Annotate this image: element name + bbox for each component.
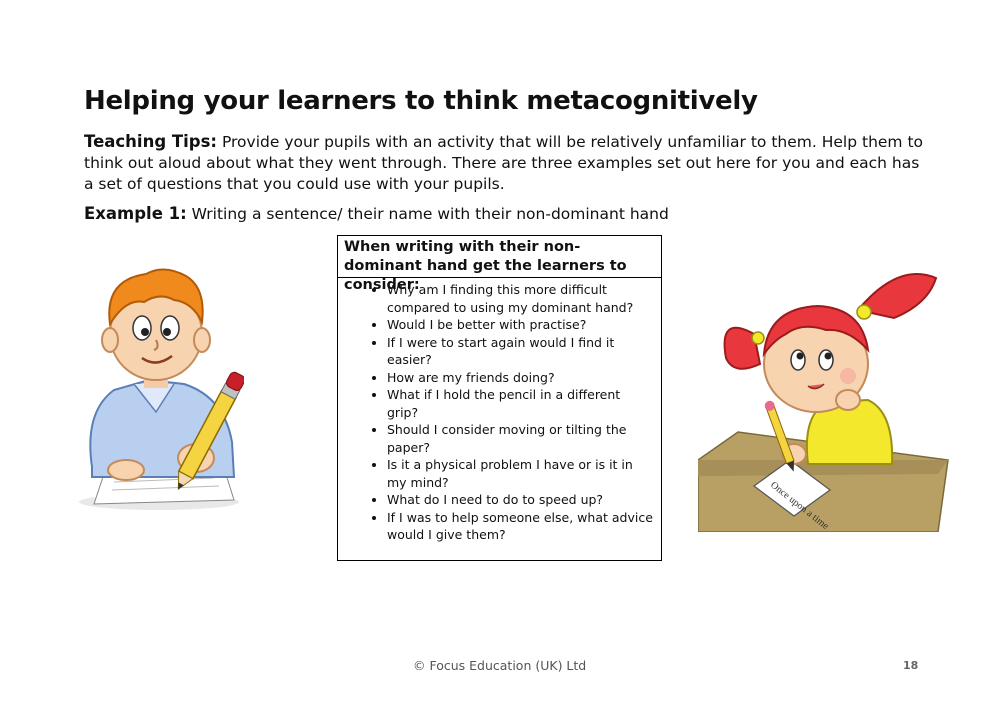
list-item: • Would I be better with practise? [387, 316, 653, 334]
list-item: • How are my friends doing? [387, 369, 653, 387]
teaching-tips-text: Provide your pupils with an activity that will be relatively unfamiliar to them. Help them to think out aloud about what they went through. There are three examples set out here for you and each has a set of questions that you could use with your pupils. [84, 133, 924, 193]
questions-box [337, 235, 662, 561]
list-item: • What do I need to do to speed up? [387, 491, 653, 509]
example-line [84, 204, 669, 223]
questions-header: When writing with their non-dominant hand get the learners to consider: [338, 236, 661, 278]
boy-writing-illustration [74, 262, 244, 512]
list-item: • Is it a physical problem I have or is it in my mind? [387, 456, 653, 491]
page-number: 18 [903, 659, 919, 672]
list-item: • Should I consider moving or tilting the paper? [387, 421, 653, 456]
teaching-tips-label: Teaching Tips: [84, 132, 218, 151]
example-text: Writing a sentence/ their name with their non-dominant hand [186, 205, 669, 223]
paper-writing: Once upon a time [768, 479, 831, 532]
list-item: • What if I hold the pencil in a different grip? [387, 386, 653, 421]
girl-writing-illustration [698, 264, 950, 532]
footer-copyright: © Focus Education (UK) Ltd [413, 658, 587, 673]
page-title: Helping your learners to think metacognitively [84, 86, 758, 116]
questions-list [338, 278, 661, 544]
example-label: Example 1: [84, 204, 187, 223]
list-item: • If I was to help someone else, what advice would I give them? [387, 509, 653, 544]
list-item: • If I were to start again would I find it easier? [387, 334, 653, 369]
list-item: • Why am I finding this more difficult compared to using my dominant hand? [387, 281, 653, 316]
teaching-tips-paragraph [84, 131, 924, 195]
